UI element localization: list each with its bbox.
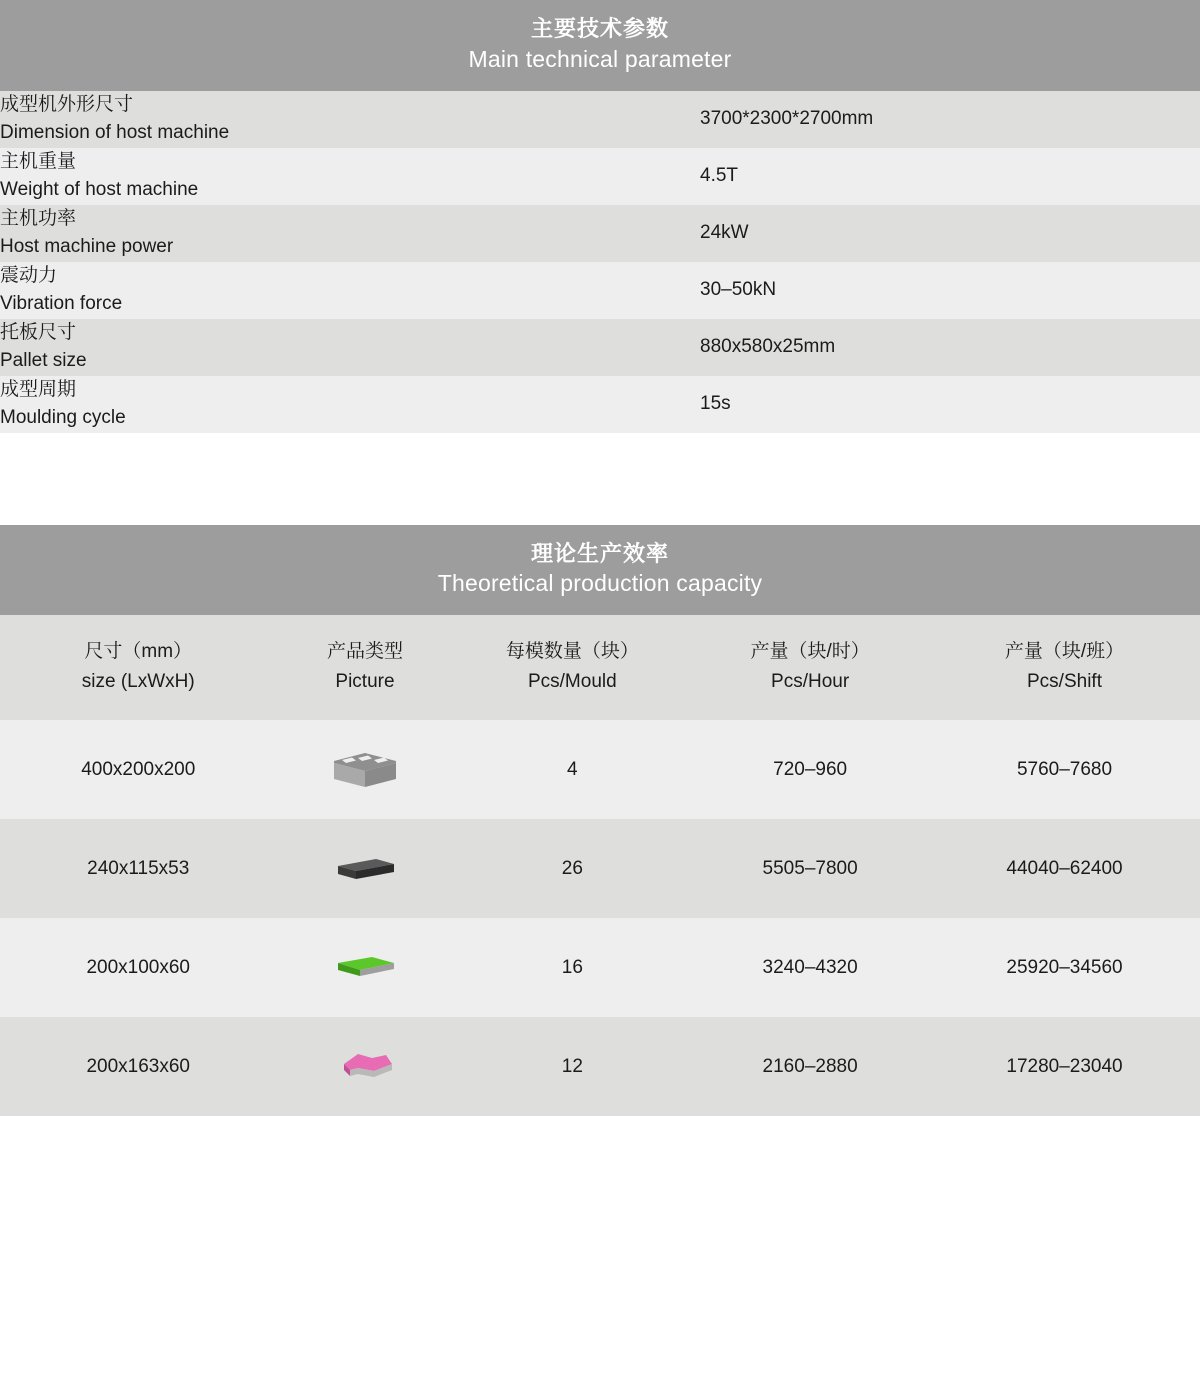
spec-value: 880x580x25mm — [700, 336, 836, 358]
spec-label-cn: 托板尺寸 — [0, 321, 77, 343]
column-header-pcs-hour — [691, 615, 929, 720]
capacity-table-header — [0, 525, 1200, 616]
column-header-pcs-mould-en: Pcs/Mould — [527, 670, 617, 692]
spec-label-en: Moulding cycle — [0, 407, 126, 429]
cell-pcs-hour: 3240–4320 — [762, 956, 858, 978]
spec-value: 30–50kN — [700, 279, 777, 301]
column-header-pcs-mould — [453, 615, 691, 720]
cell-picture — [276, 819, 453, 918]
spec-value: 3700*2300*2700mm — [700, 108, 874, 130]
table-row — [0, 205, 1200, 262]
capacity-header-row — [0, 615, 1200, 720]
spec-label-cell — [0, 319, 700, 376]
table-row — [0, 819, 1200, 918]
capacity-table — [0, 615, 1200, 1116]
cell-pcs-shift: 17280–23040 — [1006, 1055, 1123, 1077]
column-header-pcs-mould-cn: 每模数量（块） — [505, 641, 639, 663]
capacity-title-cn: 理论生产效率 — [530, 540, 669, 566]
cell-pcs-mould: 26 — [561, 857, 583, 879]
cell-pcs-shift: 5760–7680 — [1016, 758, 1113, 780]
solid-brick-icon — [328, 846, 402, 892]
column-header-picture-cn: 产品类型 — [326, 641, 403, 663]
spec-label-cn: 成型机外形尺寸 — [0, 93, 134, 115]
capacity-title-en: Theoretical production capacity — [437, 570, 763, 597]
cell-picture — [276, 720, 453, 819]
column-header-pcs-hour-en: Pcs/Hour — [771, 670, 850, 692]
column-header-size — [0, 615, 276, 720]
table-row — [0, 918, 1200, 1017]
section-divider — [0, 433, 1200, 525]
column-header-pcs-shift — [929, 615, 1200, 720]
table-row — [0, 91, 1200, 148]
spec-label-en: Vibration force — [0, 293, 123, 315]
spec-label-cell — [0, 376, 700, 433]
cell-size: 240x115x53 — [87, 857, 190, 879]
spec-label-cn: 主机重量 — [0, 150, 77, 172]
table-row — [0, 1017, 1200, 1116]
cell-size: 200x100x60 — [86, 956, 191, 978]
spec-label-en: Weight of host machine — [0, 179, 199, 201]
spec-label-cn: 成型周期 — [0, 378, 77, 400]
column-header-size-cn: 尺寸（mm） — [84, 641, 193, 663]
spec-label-en: Pallet size — [0, 350, 87, 372]
column-header-pcs-shift-en: Pcs/Shift — [1027, 670, 1102, 692]
spec-label-en: Host machine power — [0, 236, 174, 258]
spec-label-en: Dimension of host machine — [0, 122, 230, 144]
spec-title-cn: 主要技术参数 — [530, 16, 669, 41]
column-header-picture-en: Picture — [335, 670, 395, 692]
cell-pcs-hour: 720–960 — [773, 758, 848, 780]
column-header-picture — [276, 615, 453, 720]
spec-table — [0, 91, 1200, 433]
table-row — [0, 319, 1200, 376]
spec-value: 4.5T — [700, 165, 739, 187]
theoretical-production-capacity-block — [0, 525, 1200, 1117]
spec-label-cn: 主机功率 — [0, 207, 77, 229]
cell-size: 200x163x60 — [86, 1055, 191, 1077]
cell-pcs-shift: 25920–34560 — [1006, 956, 1123, 978]
table-row — [0, 720, 1200, 819]
cell-pcs-hour: 2160–2880 — [762, 1055, 858, 1077]
column-header-pcs-shift-cn: 产量（块/班） — [1004, 641, 1125, 663]
spec-title-en: Main technical parameter — [468, 45, 732, 72]
spec-label-cn: 震动力 — [0, 264, 58, 286]
column-header-size-en: size (LxWxH) — [81, 670, 195, 692]
cell-pcs-mould: 16 — [561, 956, 583, 978]
cell-pcs-mould: 4 — [567, 758, 578, 780]
cell-picture — [276, 1017, 453, 1116]
spec-table-header — [0, 0, 1200, 91]
green-paver-icon — [328, 945, 402, 991]
spec-label-cell — [0, 262, 700, 319]
hollow-block-icon — [328, 747, 402, 793]
cell-picture — [276, 918, 453, 1017]
main-technical-parameter-block — [0, 0, 1200, 433]
pink-interlocking-paver-icon — [328, 1044, 402, 1090]
spec-label-cell — [0, 91, 700, 148]
table-row — [0, 148, 1200, 205]
table-row — [0, 262, 1200, 319]
cell-pcs-mould: 12 — [561, 1055, 583, 1077]
spec-label-cell — [0, 205, 700, 262]
cell-size: 400x200x200 — [81, 758, 196, 780]
column-header-pcs-hour-cn: 产量（块/时） — [750, 641, 870, 663]
spec-label-cell — [0, 148, 700, 205]
spec-value: 15s — [700, 393, 731, 415]
table-row — [0, 376, 1200, 433]
spec-value: 24kW — [700, 222, 749, 244]
cell-pcs-hour: 5505–7800 — [762, 857, 858, 879]
cell-pcs-shift: 44040–62400 — [1006, 857, 1123, 879]
